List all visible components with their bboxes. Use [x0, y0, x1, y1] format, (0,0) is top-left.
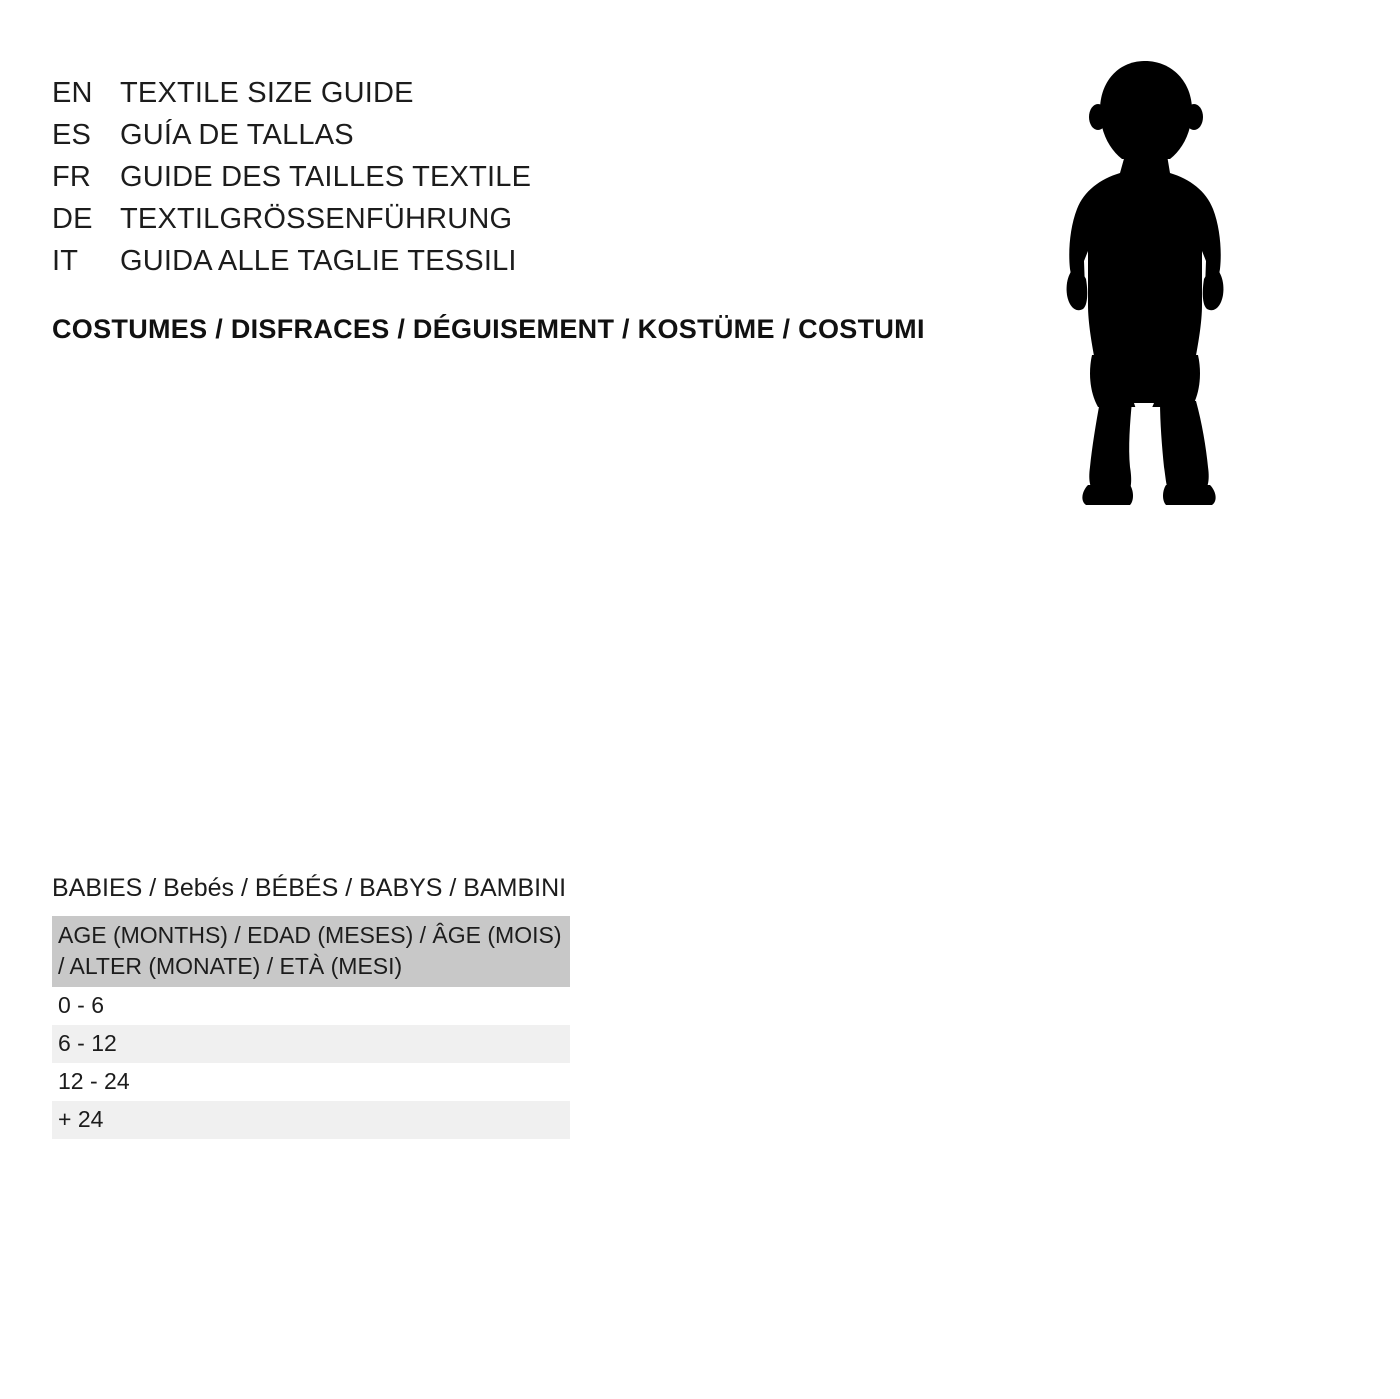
table-header-cell: AGE (MONTHS) / EDAD (MESES) / ÂGE (MOIS) / ALTER (MONATE) / ETÀ (MESI) — [52, 916, 570, 987]
language-row — [52, 198, 531, 240]
language-code: FR — [52, 161, 92, 193]
language-title: GUIDA ALLE TAGLIE TESSILI — [120, 245, 517, 277]
table-row — [52, 1025, 570, 1063]
table-row — [52, 1101, 570, 1139]
language-title: TEXTILE SIZE GUIDE — [120, 77, 414, 109]
language-row — [52, 240, 531, 282]
table-cell-age: 6 - 12 — [52, 1025, 570, 1063]
table-header-row — [52, 916, 570, 987]
baby-silhouette-icon — [1030, 55, 1260, 515]
language-title: GUÍA DE TALLAS — [120, 119, 354, 151]
language-row — [52, 114, 531, 156]
language-title: GUIDE DES TAILLES TEXTILE — [120, 161, 532, 193]
language-code: IT — [52, 245, 79, 277]
language-code: DE — [52, 203, 93, 235]
language-list — [52, 72, 531, 282]
size-table-section — [52, 872, 572, 1139]
table-cell-age: + 24 — [52, 1101, 570, 1139]
language-title: TEXTILGRÖSSENFÜHRUNG — [120, 203, 513, 235]
language-row — [52, 72, 531, 114]
size-table — [52, 916, 570, 1139]
table-row — [52, 987, 570, 1025]
category-title: COSTUMES / DISFRACES / DÉGUISEMENT / KOSTÜME / COSTUMI — [52, 314, 925, 344]
language-row — [52, 156, 531, 198]
table-cell-age: 0 - 6 — [52, 987, 570, 1025]
language-code: ES — [52, 119, 92, 151]
table-row — [52, 1063, 570, 1101]
table-caption: BABIES / Bebés / BÉBÉS / BABYS / BAMBINI — [52, 874, 567, 902]
table-cell-age: 12 - 24 — [52, 1063, 570, 1101]
language-code: EN — [52, 77, 93, 109]
